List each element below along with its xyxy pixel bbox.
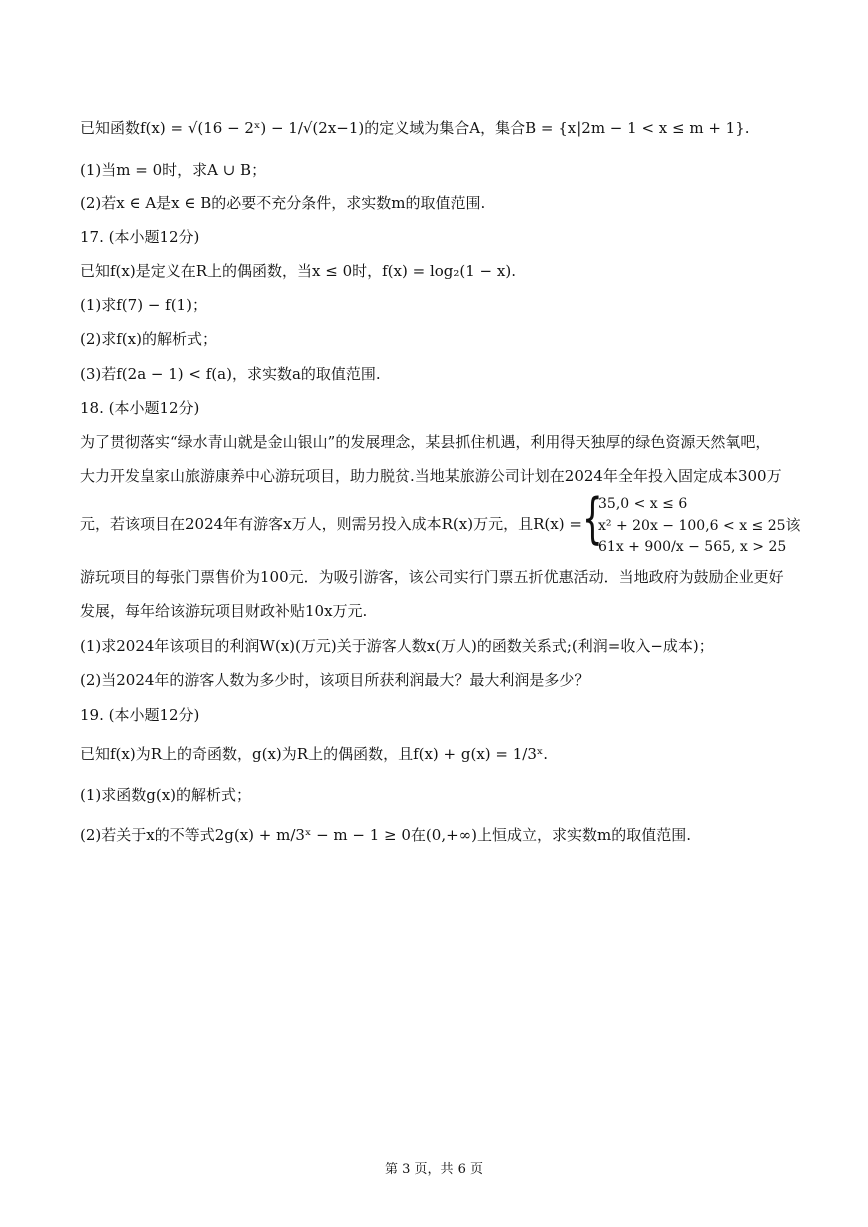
- problem19-part2: (2)若关于x的不等式2g(x) + m/3ˣ − m − 1 ≥ 0在(0,+∞)上恒成立，求实数m的取值范围.: [80, 826, 691, 844]
- problem17-stem: 已知f(x)是定义在R上的偶函数，当x ≤ 0时，f(x) = log₂(1 − x).: [80, 262, 516, 280]
- problem16-stem: 已知函数f(x) = √(16 − 2ˣ) − 1/√(2x−1)的定义域为集合A，集合B = {x|2m − 1 < x ≤ m + 1}.: [80, 119, 750, 137]
- left-brace-glyph: {: [582, 487, 603, 550]
- problem19-stem: 已知f(x)为R上的奇函数，g(x)为R上的偶函数，且f(x) + g(x) = 1/3ˣ.: [80, 745, 549, 763]
- piecewise-case-3: 61x + 900/x − 565, x > 25: [598, 539, 787, 555]
- problem18-text-line5: 发展，每年给该游玩项目财政补贴10x万元.: [80, 602, 368, 620]
- problem18-text-line1: 为了贯彻落实“绿水青山就是金山银山”的发展理念，某县抓住机遇，利用得天独厚的绿色资源天然氧吧，: [80, 433, 771, 451]
- problem17-part1: (1)求f(7) − f(1)；: [80, 296, 207, 314]
- page-footer: 第 3 页，共 6 页: [384, 1162, 484, 1177]
- piecewise-case-2: [598, 515, 801, 537]
- problem17-part2: (2)求f(x)的解析式；: [80, 330, 217, 348]
- problem18-text-line4: 游玩项目的每张门票售价为100元．为吸引游客，该公司实行门票五折优惠活动．当地政府为鼓励企业更好: [80, 568, 784, 586]
- piecewise-trailing-text: 该: [785, 516, 801, 534]
- piecewise-case-2-text: x² + 20x − 100,6 < x ≤ 25: [598, 518, 786, 534]
- problem18-text-line3: 元，若该项目在2024年有游客x万人，则需另投入成本R(x)万元，且R(x) =: [80, 515, 582, 533]
- problem18-text-line2: 大力开发皇家山旅游康养中心游玩项目，助力脱贫.当地某旅游公司计划在2024年全年投入固定成本300万: [80, 467, 782, 485]
- problem19-heading: 19. (本小题12分): [80, 706, 200, 724]
- problem16-part2: (2)若x ∈ A是x ∈ B的必要不充分条件，求实数m的取值范围.: [80, 194, 486, 212]
- problem17-heading: 17. (本小题12分): [80, 228, 200, 246]
- piecewise-case-1: 35,0 < x ≤ 6: [598, 496, 688, 512]
- problem18-heading: 18. (本小题12分): [80, 399, 200, 417]
- problem16-part1: (1)当m = 0时，求A ∪ B；: [80, 161, 267, 179]
- problem18-part2: (2)当2024年的游客人数为多少时，该项目所获利润最大？最大利润是多少？: [80, 671, 590, 689]
- problem18-part1: (1)求2024年该项目的利润W(x)(万元)关于游客人数x(万人)的函数关系式;(利润=收入−成本)；: [80, 637, 714, 655]
- problem17-part3: (3)若f(2a − 1) < f(a)，求实数a的取值范围.: [80, 365, 381, 383]
- piecewise-cases: [598, 494, 801, 558]
- problem19-part1: (1)求函数g(x)的解析式；: [80, 786, 252, 804]
